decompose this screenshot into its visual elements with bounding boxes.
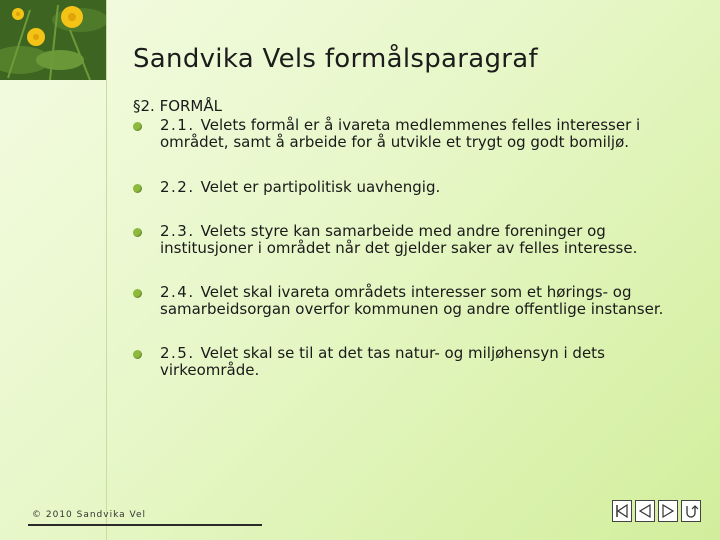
slide-navigation — [612, 500, 701, 522]
item-number: 2.3. — [160, 222, 195, 240]
previous-slide-icon — [637, 503, 653, 519]
item-number: 2.5. — [160, 344, 195, 362]
bullet-icon — [133, 289, 142, 298]
first-slide-icon — [614, 503, 630, 519]
flower-photo — [0, 0, 106, 80]
next-slide-button[interactable] — [658, 500, 678, 522]
item-number: 2.2. — [160, 178, 195, 196]
return-button[interactable] — [681, 500, 701, 522]
bullet-icon — [133, 228, 142, 237]
bullet-icon — [133, 122, 142, 131]
previous-slide-button[interactable] — [635, 500, 655, 522]
bullet-icon — [133, 350, 142, 359]
item-number: 2.4. — [160, 283, 195, 301]
list-item — [133, 345, 693, 379]
item-number: 2.1. — [160, 116, 195, 134]
item-text: Velet skal ivareta områdets interesser som et hørings- og samarbeidsorgan overfor kommunen og andre offentlige instanser. — [160, 283, 664, 318]
footer-divider — [28, 524, 262, 526]
item-text: Velets styre kan samarbeide med andre foreninger og institusjoner i området når det gjelder saker av felles interesse. — [160, 222, 638, 257]
section-heading: §2. FORMÅL — [133, 97, 222, 115]
slide-title: Sandvika Vels formålsparagraf — [133, 44, 538, 74]
item-text: Velet er partipolitisk uavhengig. — [200, 178, 441, 196]
first-slide-button[interactable] — [612, 500, 632, 522]
next-slide-icon — [660, 503, 676, 519]
vertical-divider — [106, 0, 107, 540]
item-text: Velets formål er å ivareta medlemmenes felles interesser i området, samt å arbeide for å utvikle et trygt og godt bomiljø. — [160, 116, 641, 151]
bullet-icon — [133, 184, 142, 193]
return-icon — [683, 503, 699, 519]
slide-content — [133, 98, 693, 379]
list-item — [133, 117, 693, 151]
list-item — [133, 223, 693, 257]
list-item — [133, 179, 693, 196]
list-item — [133, 284, 693, 318]
item-text: Velet skal se til at det tas natur- og miljøhensyn i dets virkeområde. — [160, 344, 605, 379]
footer-copyright: © 2010 Sandvika Vel — [32, 510, 147, 520]
